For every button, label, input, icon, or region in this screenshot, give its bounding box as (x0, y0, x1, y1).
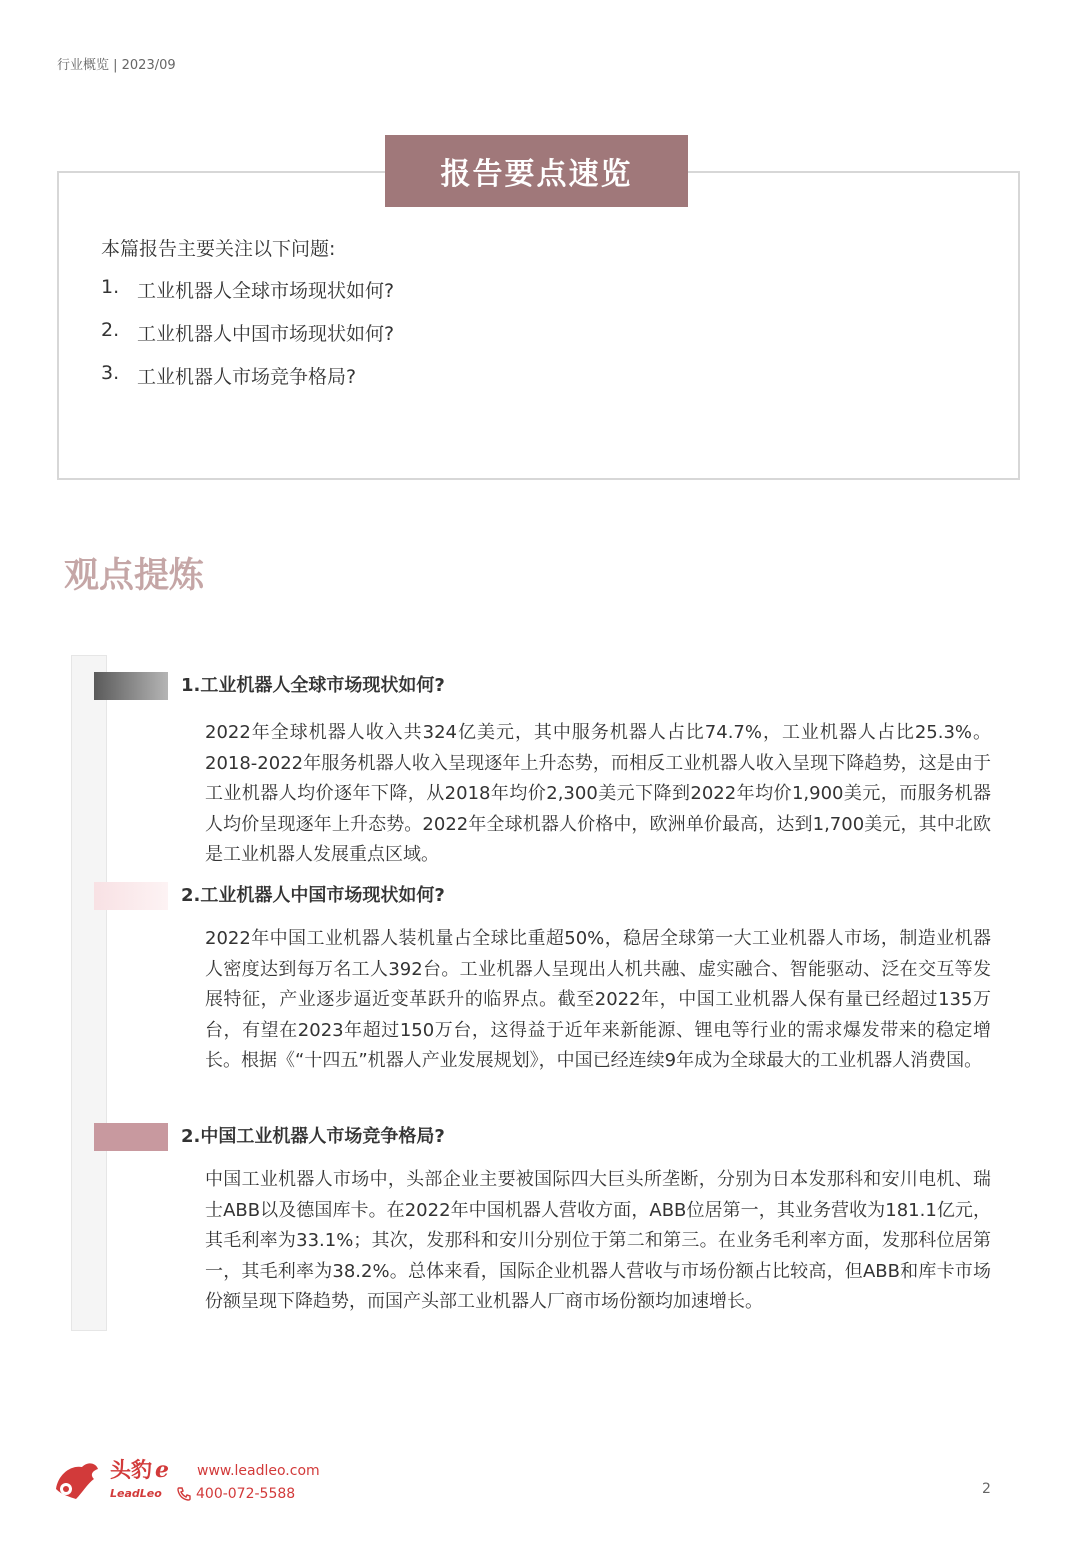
summary-intro: 本篇报告主要关注以下问题: (101, 238, 336, 260)
leadleo-logo (52, 1453, 182, 1505)
summary-item (101, 319, 394, 362)
question-header (94, 672, 994, 702)
question-body: 中国工业机器人市场中，头部企业主要被国际四大巨头所垄断，分别为日本发那科和安川电机、瑞士ABB以及德国库卡。在2022年中国机器人营收方面，ABB位居第一，其业务营收为181.1亿元，其毛利率为33.1%；其次，发那科和安川分别位于第二和第三。在业务毛利率方面，发那科位居第一，其毛利率为38.2%。总体来看，国际企业机器人营收与市场份额占比较高，但ABB和库卡市场份额呈现下降趋势，而国产头部工业机器人厂商市场份额均加速增长。 (205, 1169, 991, 1312)
summary-item-number: 2. (101, 319, 120, 341)
summary-item (101, 362, 394, 405)
summary-list (101, 276, 394, 405)
question-marker (94, 1123, 168, 1151)
summary-item-number: 1. (101, 276, 120, 298)
question-body: 2022年全球机器人收入共324亿美元，其中服务机器人占比74.7%，工业机器人占比25.3%。2018-2022年服务机器人收入呈现逐年上升态势，而相反工业机器人收入呈现下降趋势，这是由于工业机器人均价逐年下降，从2018年均价2,300美元下降到2022年均价1,900美元，而服务机器人均价呈现逐年上升态势。2022年全球机器人价格中，欧洲单价最高，达到1,700美元，其中北欧是工业机器人发展重点区域。 (205, 722, 991, 865)
question-block (94, 1123, 994, 1318)
summary-item-text: 工业机器人全球市场现状如何? (137, 280, 395, 302)
summary-item-text: 工业机器人中国市场现状如何? (137, 323, 395, 345)
question-body: 2022年中国工业机器人装机量占全球比重超50%，稳居全球第一大工业机器人市场，制造业机器人密度达到每万名工人392台。工业机器人呈现出人机共融、虚实融合、智能驱动、泛在交互等发展特征，产业逐步逼近变革跃升的临界点。截至2022年，中国工业机器人保有量已经超过135万台，有望在2023年超过150万台，这得益于近年来新能源、锂电等行业的需求爆发带来的稳定增长。根据《“十四五”机器人产业发展规划》，中国已经连续9年成为全球最大的工业机器人消费国。 (205, 928, 991, 1071)
phone-icon (176, 1486, 192, 1502)
question-header (94, 882, 994, 912)
footer-phone (176, 1486, 295, 1502)
summary-item (101, 276, 394, 319)
header-tag: 行业概览 | 2023/09 (57, 58, 176, 73)
page-number: 2 (982, 1481, 991, 1497)
summary-item-text: 工业机器人市场竞争格局? (137, 366, 357, 388)
question-block (94, 882, 994, 1077)
summary-banner: 报告要点速览 (385, 135, 688, 207)
footer-phone-number: 400-072-5588 (196, 1486, 296, 1502)
footer-website[interactable]: www.leadleo.com (197, 1463, 320, 1479)
question-block (94, 672, 994, 871)
question-header (94, 1123, 994, 1153)
summary-item-number: 3. (101, 362, 120, 384)
svg-text:e: e (155, 1457, 169, 1483)
question-title: 2.中国工业机器人市场竞争格局? (181, 1126, 445, 1147)
question-title: 1.工业机器人全球市场现状如何? (181, 675, 445, 696)
brand-cn: 头豹 (110, 1458, 152, 1482)
question-marker (94, 672, 168, 700)
section-title: 观点提炼 (64, 556, 205, 596)
question-title: 2.工业机器人中国市场现状如何? (181, 885, 445, 906)
brand-en: LeadLeo (110, 1487, 162, 1500)
question-marker (94, 882, 168, 910)
